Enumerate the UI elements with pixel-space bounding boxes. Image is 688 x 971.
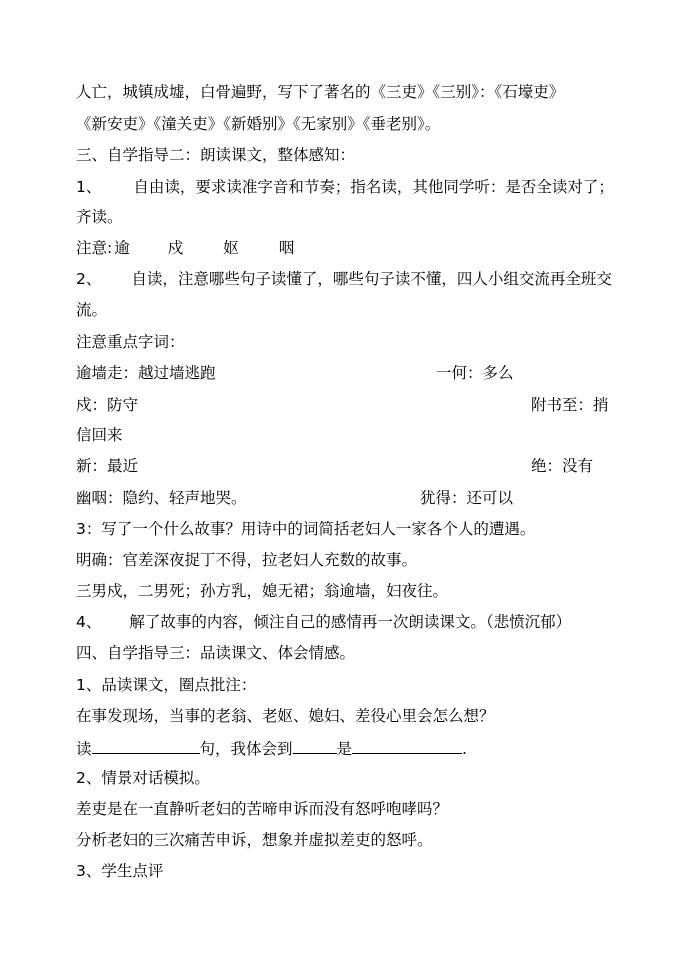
fill-text: 是	[336, 740, 353, 758]
section-heading: 三、自学指导二：朗读课文，整体感知：	[76, 146, 356, 164]
word-definition: 逾墙走：越过墙逃跑	[76, 364, 216, 382]
item-number: 4、	[76, 613, 102, 631]
question-line: 3：写了一个什么故事？用诗中的词简括老妇人一家各个人的遭遇。	[76, 520, 536, 538]
subsection-heading: 3、学生点评	[76, 862, 164, 880]
blank-underline	[92, 737, 200, 754]
question-line: 在事发现场，当事的老翁、老妪、媳妇、差役心里会怎么想？	[76, 707, 495, 725]
item-text: 自读，注意哪些句子读懂了，哪些句子读不懂，四人小组交流再全班交	[131, 270, 612, 288]
item-number: 1、	[76, 178, 102, 196]
key-words-heading: 注意重点字词：	[76, 333, 185, 351]
blank-underline	[293, 737, 337, 754]
subsection-heading: 1、品读课文，圈点批注：	[76, 676, 257, 694]
numbered-item	[76, 177, 614, 197]
word-definition: 犹得：还可以	[420, 489, 514, 507]
fill-in-line	[76, 737, 467, 757]
item-text: 自由读，要求读准字音和节奏；指名读，其他同学听：是否全读对了；	[133, 178, 614, 196]
item-text: 解了故事的内容，倾注自己的感情再一次朗读课文。（悲愤沉郁）	[129, 613, 572, 631]
text-line: 齐读。	[76, 208, 123, 226]
subsection-heading: 2、情景对话模拟。	[76, 769, 210, 787]
note-label: 注意:	[76, 239, 113, 257]
word-definition: 新：最近	[76, 457, 139, 475]
note-char: 逾	[114, 239, 130, 257]
fill-text: .	[462, 740, 467, 758]
word-definition: 戍：防守	[76, 396, 139, 414]
fill-text: 读	[76, 740, 92, 758]
answer-line: 三男戍，二男死；孙方乳，媳无裙；翁逾墙，妇夜往。	[76, 582, 449, 600]
section-heading: 四、自学指导三：品读课文、体会情感。	[76, 644, 356, 662]
answer-line: 明确：官差深夜捉丁不得，拉老妇人充数的故事。	[76, 551, 418, 569]
text-line: 分析老妇的三次痛苦申诉，想象并虚拟差吏的怒呼。	[76, 831, 433, 849]
note-char: 妪	[223, 239, 239, 257]
question-line: 差吏是在一直静听老妇的苦啼申诉而没有怒呼咆哮吗？	[76, 800, 449, 818]
text-line: 信回来	[76, 426, 123, 444]
word-definition: 附书至：捎	[531, 396, 609, 414]
item-number: 2、	[76, 270, 102, 288]
note-line	[76, 238, 294, 258]
text-line: 《新安吏》《潼关吏》《新婚别》《无家别》《垂老别》。	[76, 115, 441, 133]
fill-text: 句，我体会到	[199, 740, 293, 758]
text-line: 人亡，城镇成墟，白骨遍野，写下了著名的《三吏》《三别》：《石壕吏》	[76, 83, 565, 101]
blank-underline	[352, 737, 462, 754]
note-char: 戍	[167, 239, 184, 257]
word-definition: 绝：没有	[531, 457, 594, 475]
numbered-item	[76, 612, 571, 632]
word-definition: 一何：多么	[436, 364, 514, 382]
numbered-item	[76, 269, 612, 289]
word-definition: 幽咽：隐约、轻声地哭。	[76, 489, 247, 507]
text-line: 流。	[76, 301, 108, 319]
note-char: 咽	[278, 239, 295, 257]
